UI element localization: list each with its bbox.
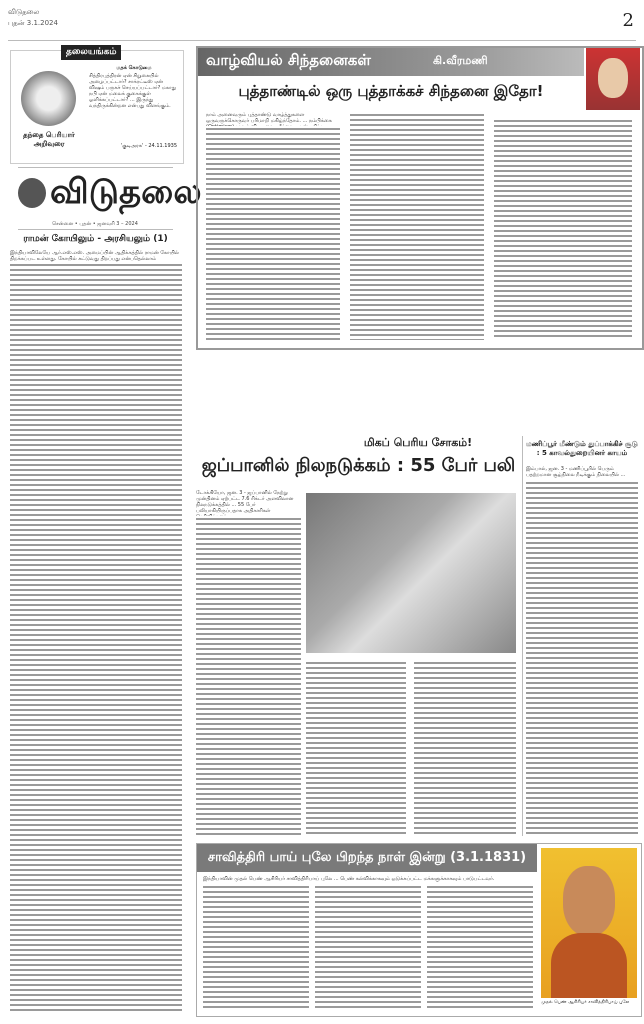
left-article-title: ராமன் கோயிலும் - அரசியலும் (1) bbox=[23, 234, 168, 244]
masthead-logo bbox=[18, 178, 46, 208]
feature-banner bbox=[198, 48, 584, 76]
page-number: 2 bbox=[622, 10, 634, 31]
earthquake-photo bbox=[306, 493, 516, 653]
feature-author: கி.வீரமணி bbox=[433, 54, 488, 67]
editorial-source: 'குடிஅரசு' - 24.11.1935 bbox=[120, 143, 177, 149]
editorial-box bbox=[10, 47, 184, 164]
left-article-text-block bbox=[10, 262, 182, 1014]
news-body: டோக்கியோ, ஜன. 3 - ஜப்பானில் நேற்று முன்தினம் ஏற்பட்ட 7.6 ரிக்டர் அளவிலான நிலநடுக்கத்தில் ... 55 பேர் பலியாகியிருப்பதாக அதிகாரிகள் bbox=[196, 490, 294, 514]
feature-series: வாழ்வியல் சிந்தனைகள் bbox=[206, 51, 371, 69]
masthead-dateline: சென்னை • புதன் • ஜனவரி 3 – 2024 bbox=[52, 221, 138, 227]
portrait-caption: தந்தை பெரியார் அறிவுரை bbox=[23, 131, 75, 148]
savitri-body: இந்தியாவின் முதல் பெண் ஆசிரியர் சாவித்திரிபாய் புலே ... பெண் கல்விக்காகவும் ஒடுக்கப்பட்ட மக்களுக்காகவும் பாடுபட்டவர். bbox=[203, 876, 495, 882]
news-headline: ஜப்பானில் நிலநடுக்கம் : 55 பேர் பலி bbox=[201, 455, 516, 476]
paper-name: விடுதலை bbox=[8, 8, 40, 16]
issue-date: புதன் 3.1.2024 bbox=[8, 19, 58, 27]
editorial-subtitle: மதக் கொடுமை bbox=[116, 65, 152, 71]
savitri-portrait bbox=[541, 848, 637, 998]
feature-body: நாம் அனைவரும் புத்தாண்டு வாழ்த்துகளை ஒருவருக்கொருவர் பரிமாறி மகிழ்ந்தோம். ... நம்பிக்கை bbox=[206, 112, 332, 124]
side-news-body: இம்பால், ஜன. 3 - மணிப்பூரில் பெரும் பதற்றமான சூழ்நிலை நீடிக்கும் நிலையில் ... bbox=[526, 466, 626, 478]
news-kicker: மிகப் பெரிய சோகம்! bbox=[363, 436, 473, 449]
periyar-portrait bbox=[21, 71, 76, 126]
savitri-box bbox=[196, 843, 642, 1017]
masthead-title: விடுதலை bbox=[50, 172, 202, 212]
author-photo bbox=[586, 48, 640, 110]
left-article-body: இந்தியாவிலேயே ஆர்.எஸ்.எஸ். அமைப்பின் ஆதிக்கத்தில் ராமன் கோயில் திறக்கப்பட உள்ளது. கோயில் கட்டுவது திறப்பது என்பதெல்லாம் bbox=[10, 250, 179, 262]
feature-headline: புத்தாண்டில் ஒரு புத்தாக்கச் சிந்தனை இதோ! bbox=[238, 82, 544, 100]
savitri-caption: முதல் பெண் ஆசிரியர் சாவித்திரிபாய் புலே bbox=[541, 1000, 630, 1005]
feature-box bbox=[196, 46, 644, 350]
editorial-body: சித்திரபுத்திரன் ஏன் சிறுகையில் அழைப்பட்டார்? சாக்ரட்டீஸ் ஏன் விஷம் பருகச் செய்யப்பட்டார்? மகாது நபி ஏன் மலைக் குகைக்குள் ஓளிக்கப்பட்டார்? ... இருந்து வந்திருக்கின்றன என்பது விளங்கும். bbox=[89, 73, 177, 109]
savitri-headline: சாவித்திரி பாய் புலே பிறந்த நாள் இன்று (3.1.1831) bbox=[207, 850, 527, 865]
side-news-headline: மணிப்பூர் மீண்டும் துப்பாக்கிச் சூடு : 5 காவல்துறையினர் காயம் bbox=[526, 440, 638, 457]
editorial-label: தலையங்கம் bbox=[61, 45, 121, 60]
